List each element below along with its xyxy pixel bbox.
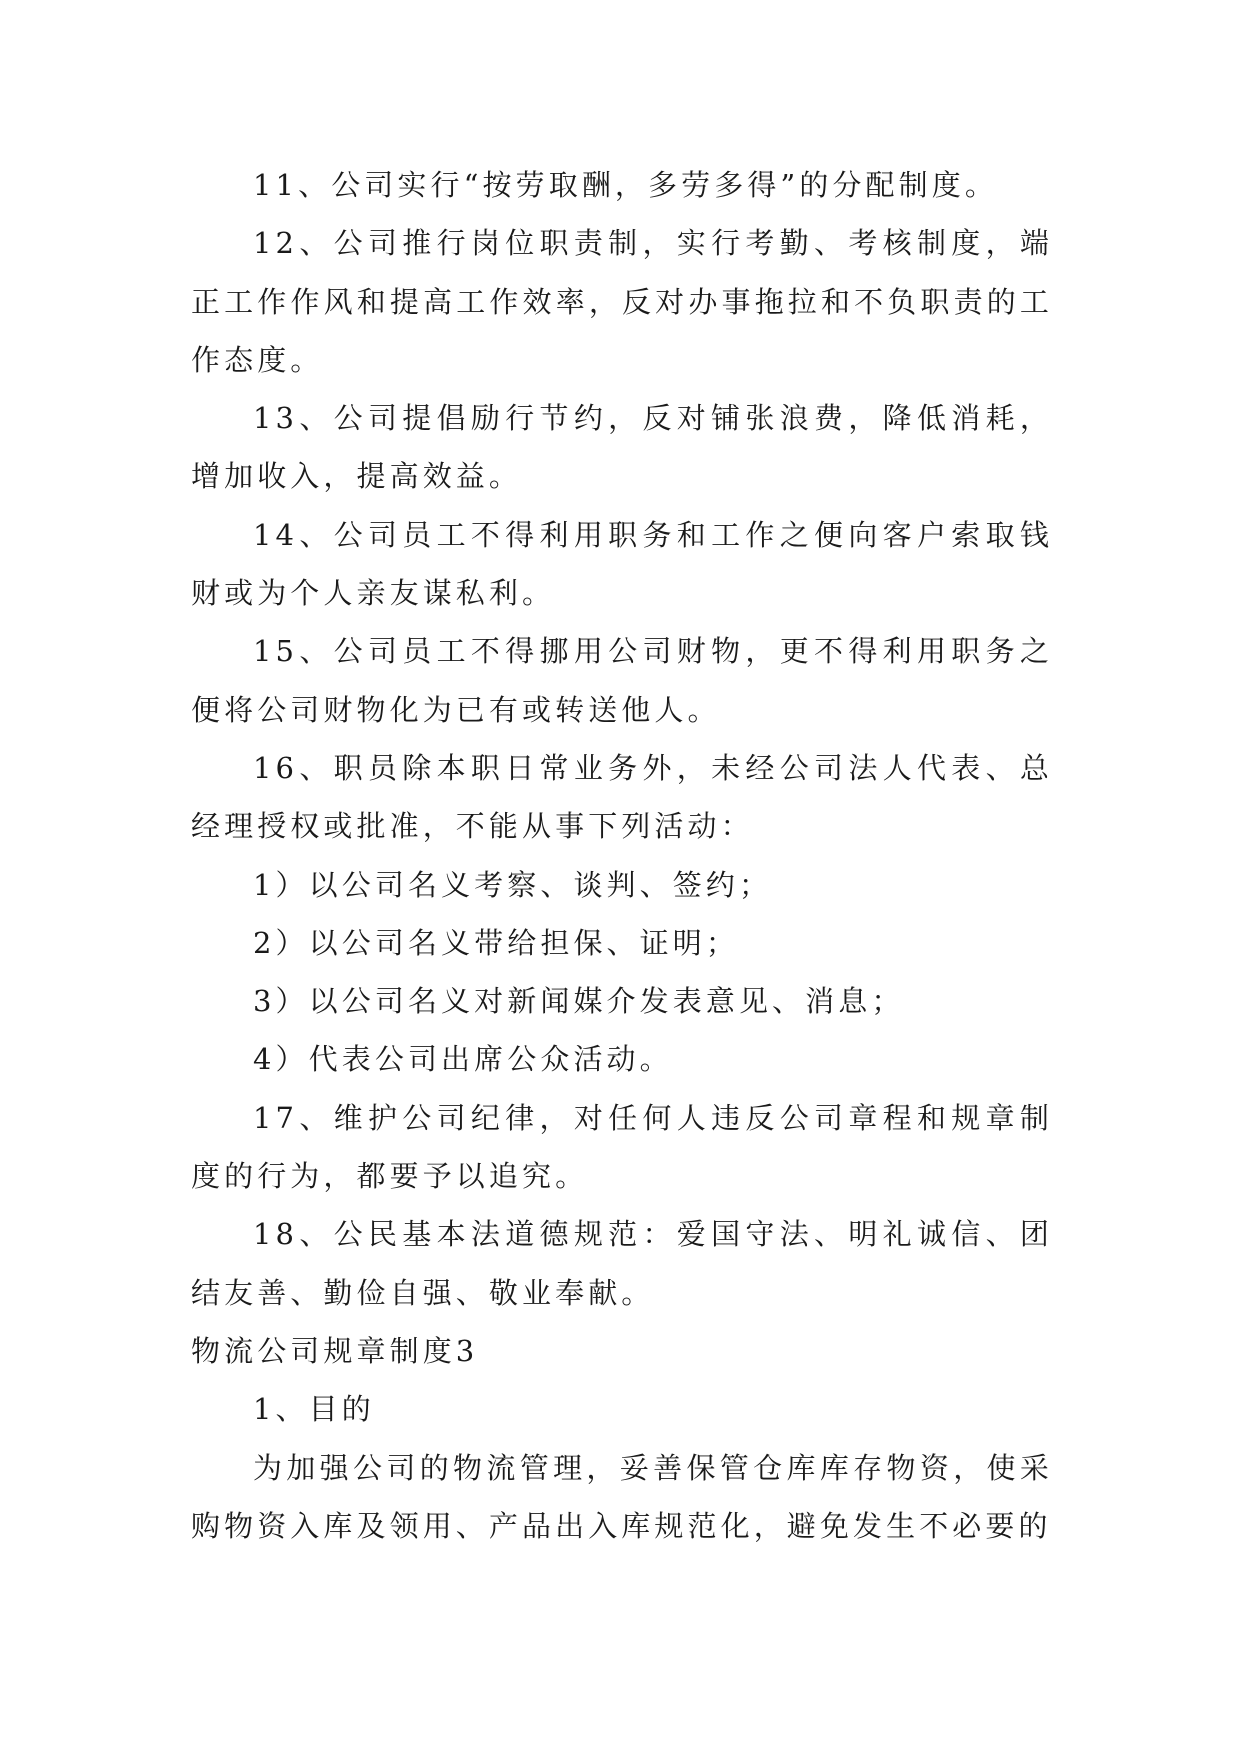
paragraph-15: 15、公司员工不得挪用公司财物，更不得利用职务之便将公司财物化为已有或转送他人。 [191, 634, 1053, 727]
paragraph-18: 18、公民基本法道德规范：爱国守法、明礼诚信、团结友善、勤俭自强、敬业奉献。 [191, 1217, 1053, 1310]
paragraph-12: 12、公司推行岗位职责制，实行考勤、考核制度，端正工作作风和提高工作效率，反对办事拖拉和不负职责的工作态度。 [191, 226, 1053, 377]
section-title: 物流公司规章制度3 [191, 1333, 479, 1368]
list-item-2: 2）以公司名义带给担保、证明； [253, 925, 739, 960]
paragraph-13: 13、公司提倡励行节约，反对铺张浪费，降低消耗，增加收入，提高效益。 [191, 401, 1053, 494]
list-item-1: 1）以公司名义考察、谈判、签约； [253, 867, 773, 902]
paragraph-14: 14、公司员工不得利用职务和工作之便向客户索取钱财或为个人亲友谋私利。 [191, 517, 1053, 611]
section-subheading: 1、目的 [253, 1392, 375, 1427]
paragraph-16: 16、职员除本职日常业务外，未经公司法人代表、总经理授权或批准，不能从事下列活动： [191, 750, 1053, 844]
section-paragraph: 为加强公司的物流管理，妥善保管仓库库存物资，使采购物资入库及领用、产品出入库规范化，避免发生不必要的 [191, 1450, 1053, 1543]
paragraph-11: 11、公司实行“按劳取酬，多劳多得”的分配制度。 [253, 168, 998, 202]
paragraph-17: 17、维护公司纪律，对任何人违反公司章程和规章制度的行为，都要予以追究。 [191, 1100, 1053, 1194]
document-body [191, 156, 1053, 1555]
list-item-3: 3）以公司名义对新闻媒介发表意见、消息； [253, 984, 905, 1019]
list-item-4: 4）代表公司出席公众活动。 [253, 1042, 673, 1077]
